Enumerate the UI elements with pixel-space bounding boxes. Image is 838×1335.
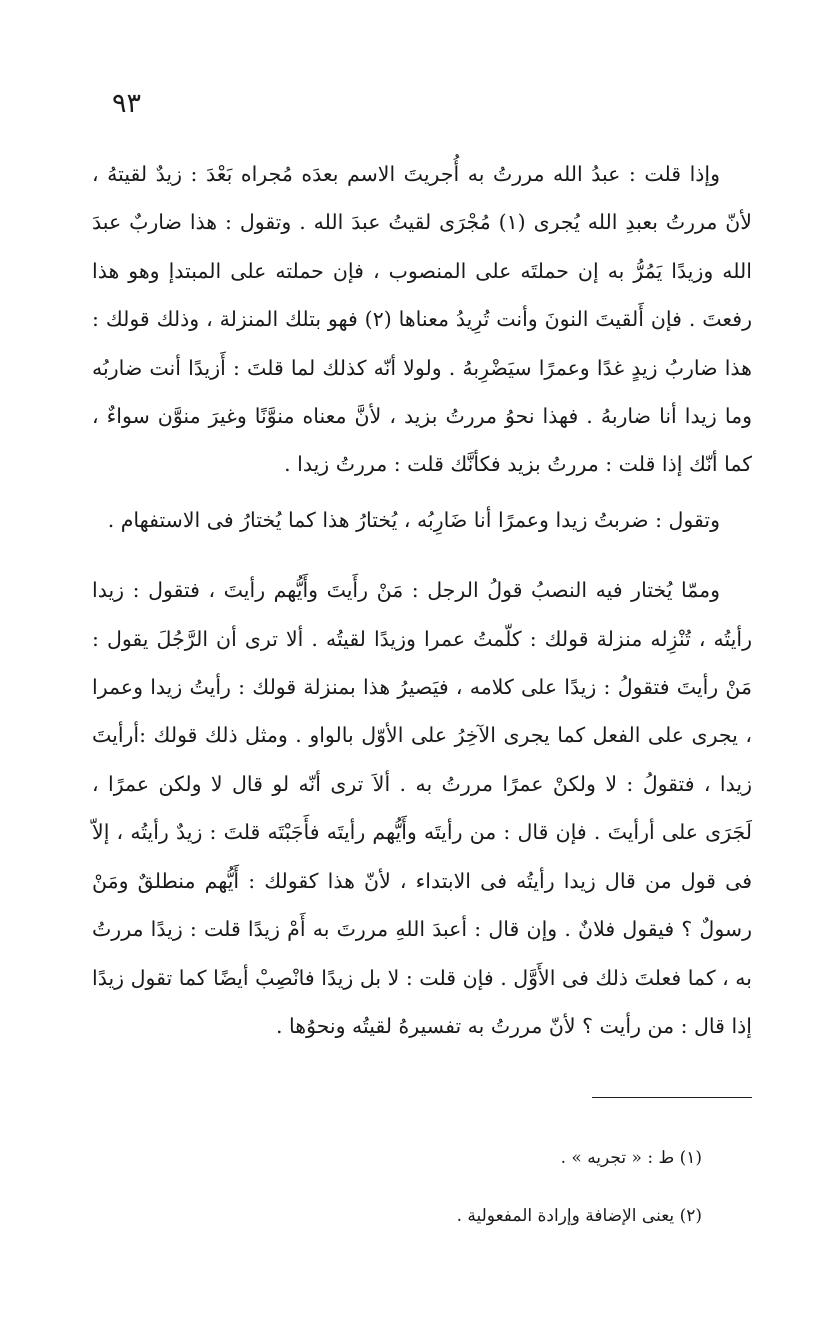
page-number: ٩٣ [112,88,142,119]
footnote-separator [592,1097,752,1098]
main-text [92,150,752,1050]
paragraph-1: وإذا قلت : عبدُ الله مررتُ به أُجريتَ الاسم بعدَه مُجراه بَعْدَ : زيدٌ لقيتهُ ، لأنّ مررتُ بعبدِ الله يُجرى (١) مُجْرَى لقيتُ عبدَ الله . وتقول : هذا ضاربٌ عبدَ الله وزيدًا يَمُرُّ به إن حملتَه على المنصوب ، فإن حملته على المبتدإ وهو هذا رفعتَ . فإن أَلقيتَ النونَ وأنت تُرِيدُ معناها (٢) فهو بتلك المنزلة ، وذلك قولك : هذا ضاربُ زيدٍ غدًا وعمرًا سيَضْرِبهُ . ولولا أنّه كذلك لما قلتَ : أَزيدًا أنت ضاربُه وما زيدا أنا ضاربهُ . فهذا نحوُ مررتُ بزيد ، لأنَّ معناه منوَّنًا وغيرَ منوَّن سواءٌ ، كما أنّك إذا قلت : مررتُ بزيد فكأنَّك قلت : مررتُ زيدا . [92,162,752,477]
footnote-2: (٢) يعنى الإضافة وإرادة المفعولية . [456,1206,702,1226]
footnote-1: (١) ط : « تجريه » . [560,1148,702,1168]
paragraph-3: وممّا يُختار فيه النصبُ قولُ الرجل : مَنْ رأَيتَ وأَيُّهم رأيتَ ، فتقول : زيدا رأيتُه ، تُنْزِله منزلة قولك : كلّمتُ عمرا وزيدًا لقيتُه . ألا ترى أن الرَّجُلَ يقول : مَنْ رأيتَ فتقولُ : زيدًا على كلامه ، فيَصيرُ هذا بمنزلة قولك : رأيتُ زيدا وعمرا ، يجرى على الفعل كما يجرى الآخِرُ على الأوّل بالواو . ومثل ذلك قولك :أرأيتَ زيدا ، فتقولُ : لا ولكنْ عمرًا مررتُ به . ألاَ ترى أنّه لو قال لا ولكن عمرًا ، لَجَرَى على أرأيتَ . فإن قال : من رأيتَه وأَيُّهم رأيتَه فأَجَبْتَه قلتَ : زيدٌ رأيتُه ، إلاّ فى قول من قال زيدا رأيتُه فى الابتداء ، لأنّ هذا كقولك : أَيُّهم منطلقٌ ومَنْ رسولٌ ؟ فيقول فلانٌ . وإن قال : أعبدَ اللهِ مررتَ به أَمْ زيدًا قلت : زيدًا مررتُ به ، كما فعلتَ ذلك فى الأَوَّل . فإن قلت : لا بل زيدًا فانْصِبْ أيضًا كما تقول زيدًا إذا قال : من رأيت ؟ لأنّ مررتُ به تفسيرهُ لقيتُه ونحوُها . [92,578,752,1038]
paragraph-2: وتقول : ضربتُ زيدا وعمرًا أنا ضَارِبُه ، يُختارُ هذا كما يُختارُ فى الاستفهام . [107,507,720,532]
footnotes [102,1146,702,1228]
